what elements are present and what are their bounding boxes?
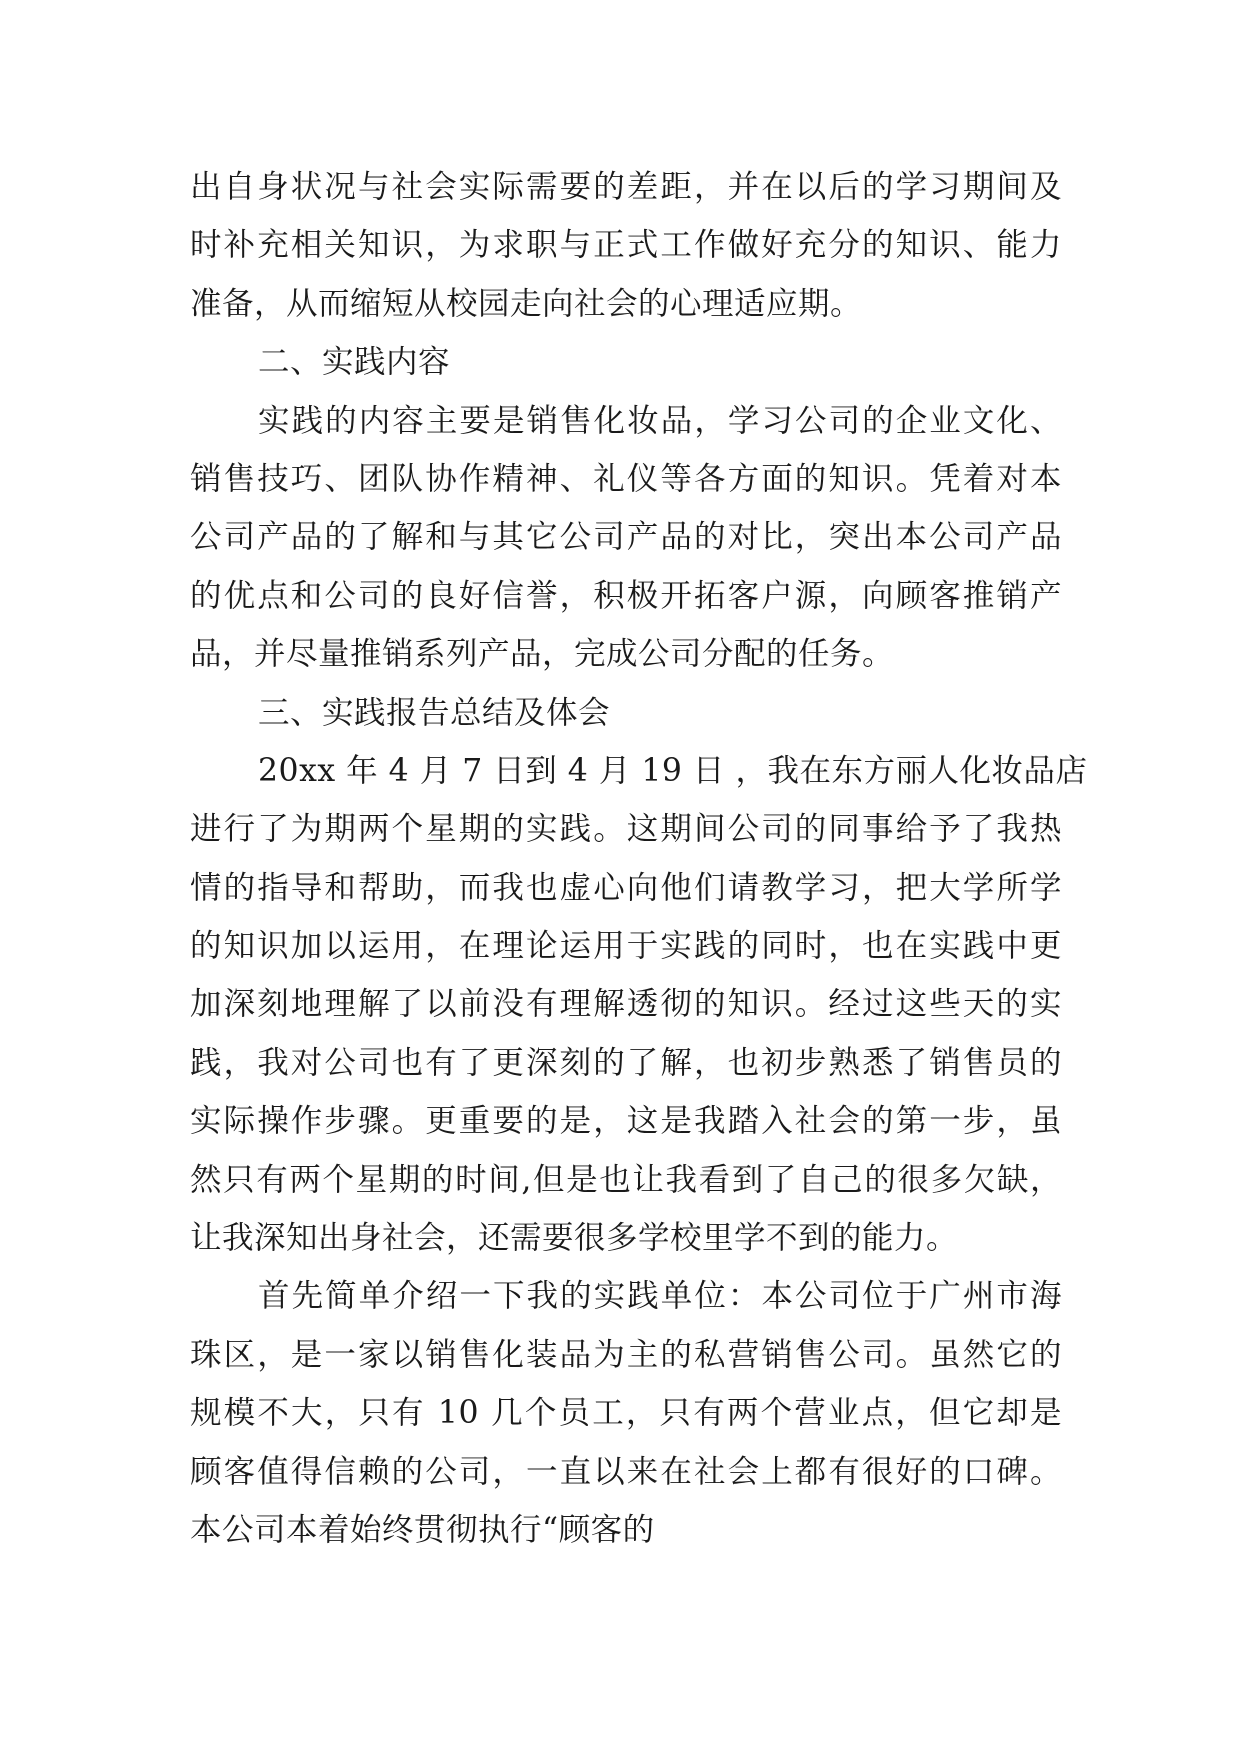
document-body [190, 158, 1088, 1559]
text-line: 品，并尽量推销系列产品，完成公司分配的任务。 [190, 636, 895, 673]
text-line: 实际操作步骤。更重要的是，这是我踏入社会的第一步，虽 [190, 1103, 1062, 1140]
text-line: 准备，从而缩短从校园走向社会的心理适应期。 [190, 285, 863, 322]
text-line: 时补充相关知识，为求职与正式工作做好充分的知识、能力 [190, 227, 1062, 264]
text-line: 规模不大，只有 10 几个员工，只有两个营业点，但它却是 [190, 1395, 1062, 1432]
text-line: 公司产品的了解和与其它公司产品的对比，突出本公司产品 [190, 519, 1062, 556]
text-line: 20xx 年 4 月 7 日到 4 月 19 日 ，我在东方丽人化妆品店 [258, 752, 1088, 789]
text-line: 然只有两个星期的时间,但是也让我看到了自己的很多欠缺， [190, 1161, 1062, 1198]
text-line: 顾客值得信赖的公司，一直以来在社会上都有很好的口碑。 [190, 1453, 1062, 1490]
text-line: 情的指导和帮助，而我也虚心向他们请教学习，把大学所学 [190, 869, 1062, 906]
text-line: 践，我对公司也有了更深刻的了解，也初步熟悉了销售员的 [190, 1044, 1062, 1081]
text-line: 珠区，是一家以销售化装品为主的私营销售公司。虽然它的 [190, 1336, 1062, 1373]
text-line: 二、实践内容 [258, 344, 451, 381]
text-line: 加深刻地理解了以前没有理解透彻的知识。经过这些天的实 [190, 986, 1062, 1023]
text-line: 实践的内容主要是销售化妆品，学习公司的企业文化、 [258, 402, 1062, 439]
text-line: 销售技巧、团队协作精神、礼仪等各方面的知识。凭着对本 [190, 460, 1062, 497]
text-line: 本公司本着始终贯彻执行“顾客的 [190, 1511, 655, 1548]
text-line: 出自身状况与社会实际需要的差距，并在以后的学习期间及 [190, 169, 1062, 205]
text-line: 的知识加以运用，在理论运用于实践的同时，也在实践中更 [190, 928, 1062, 965]
text-line: 进行了为期两个星期的实践。这期间公司的同事给予了我热 [190, 811, 1062, 848]
text-line: 的优点和公司的良好信誉，积极开拓客户源，向顾客推销产 [190, 577, 1062, 614]
text-line: 三、实践报告总结及体会 [258, 694, 611, 731]
text-line: 让我深知出身社会，还需要很多学校里学不到的能力。 [190, 1220, 959, 1257]
text-line: 首先简单介绍一下我的实践单位：本公司位于广州市海 [258, 1278, 1062, 1315]
